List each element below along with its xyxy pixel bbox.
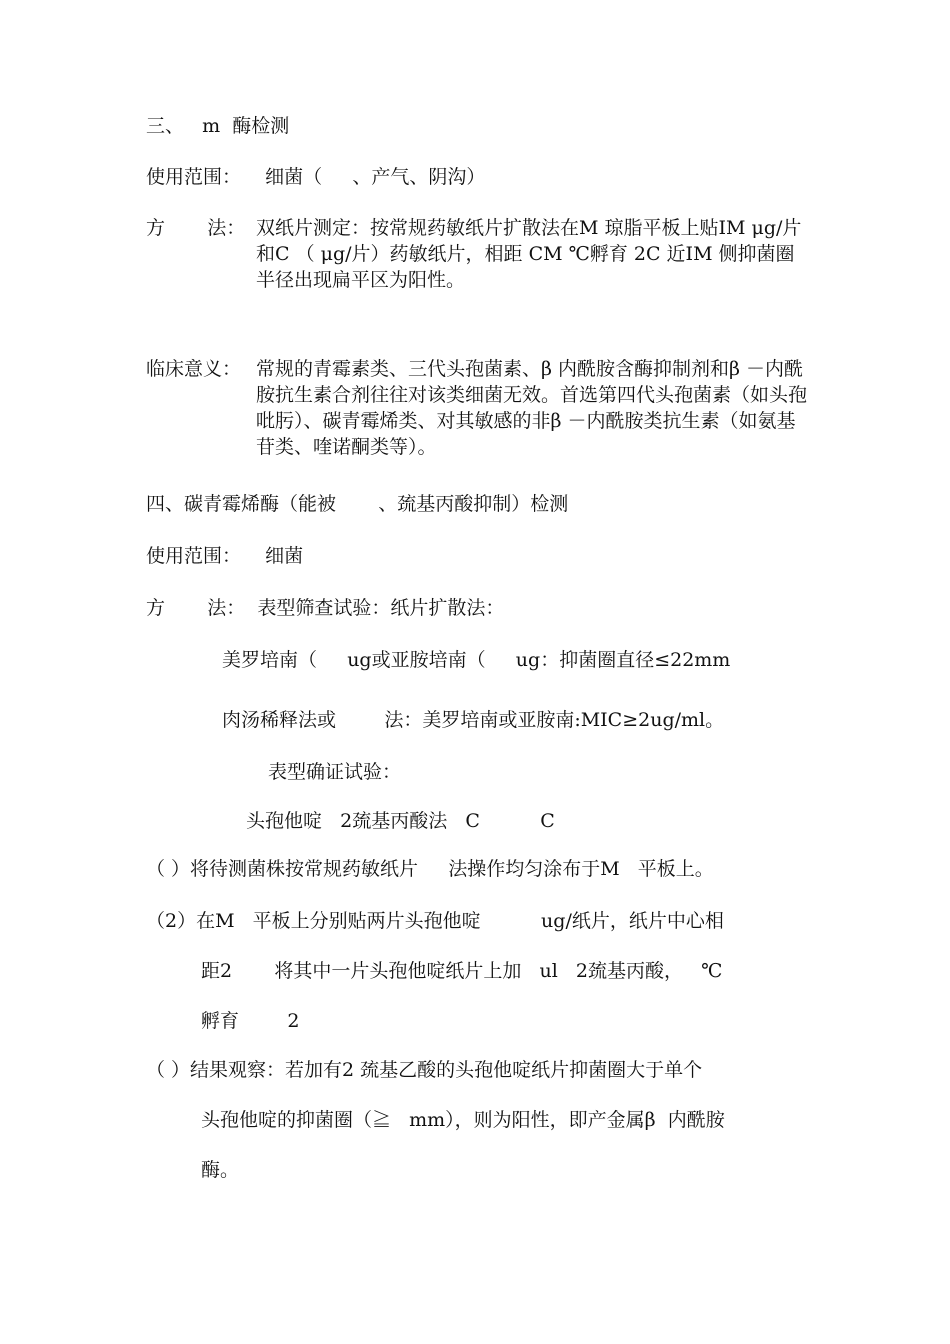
- section-3-clinical-label: 临床意义：: [146, 358, 242, 380]
- section-4-scope: 使用范围： 细菌: [146, 545, 304, 567]
- section-3-heading: 三、 m 酶检测: [146, 115, 290, 137]
- step-2-line-1: （2）在M 平板上分别贴两片头孢他啶 ug/纸片，纸片中心相: [146, 910, 724, 932]
- step-3-line-1: （ ）结果观察：若加有2 巯基乙酸的头孢他啶纸片抑菌圈大于单个: [146, 1059, 703, 1081]
- section-3-clinical-body: 常规的青霉素类、三代头孢菌素、β 内酰胺含酶抑制剂和β －内酰胺抗生素合剂往往对该类细菌无效。首选第四代头孢菌素（如头孢吡肟）、碳青霉烯类、对其敏感的非β －内酰胺类抗生素（如氨基苷类、喹诺酮类等）。: [256, 358, 808, 458]
- step-3-line-3: 酶。: [201, 1159, 240, 1181]
- step-2-line-2: 距2 将其中一片头孢他啶纸片上加 ul 2巯基丙酸， ℃: [201, 960, 723, 982]
- section-4-heading: 四、碳青霉烯酶（能被 、巯基丙酸抑制）检测: [146, 493, 569, 515]
- section-4-method: 方 法： 表型筛查试验：纸片扩散法：: [146, 597, 505, 619]
- section-3-scope: 使用范围： 细菌（ 、产气、阴沟）: [146, 166, 486, 188]
- confirmation-test-title: 表型确证试验：: [268, 761, 402, 783]
- section-3-method-body: 双纸片测定：按常规药敏纸片扩散法在M 琼脂平板上贴IM μg/片 和C （ μg/片）药敏纸片，相距 CM ℃孵育 2C 近IM 侧抑菌圈半径出现扁平区为阳性。: [256, 217, 802, 291]
- screening-criteria-disk: 美罗培南（ ug或亚胺培南（ ug：抑菌圈直径≤22mm: [222, 649, 731, 671]
- screening-criteria-broth: 肉汤稀释法或 法：美罗培南或亚胺南:MIC≥2ug/ml。: [222, 709, 725, 731]
- confirmation-method: 头孢他啶 2巯基丙酸法 C C: [246, 810, 555, 832]
- step-1: （ ）将待测菌株按常规药敏纸片 法操作均匀涂布于M 平板上。: [146, 858, 714, 880]
- section-3-method-label: 方 法：: [146, 217, 246, 239]
- step-2-line-3: 孵育 2: [201, 1010, 300, 1032]
- step-3-line-2: 头孢他啶的抑菌圈（≧ mm），则为阳性，即产金属β 内酰胺: [201, 1109, 725, 1131]
